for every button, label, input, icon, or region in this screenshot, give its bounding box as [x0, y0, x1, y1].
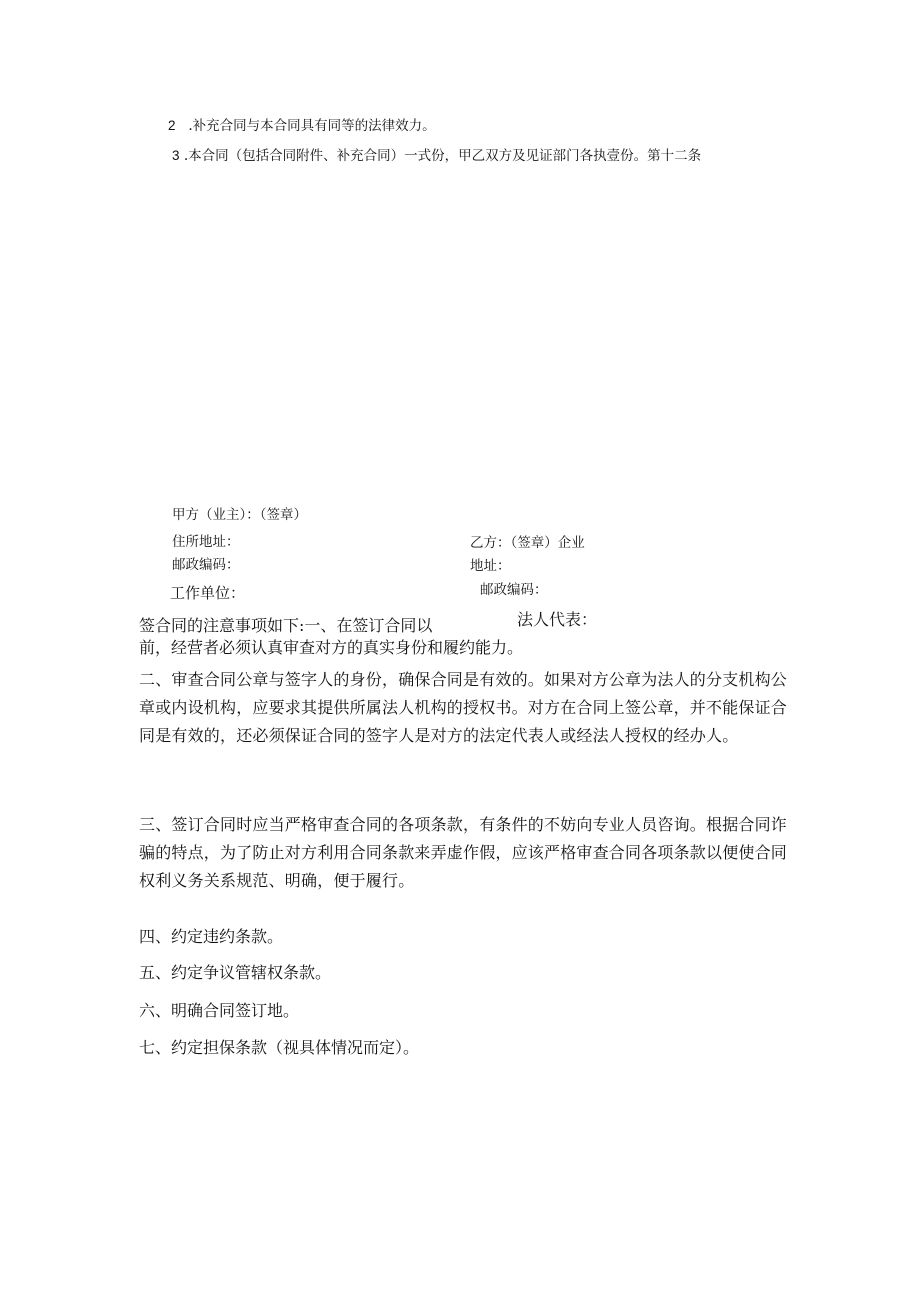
notes-intro-line2: 前，经营者必须认真审查对方的真实身份和履约能力。	[139, 638, 524, 657]
note-paragraph-4: 四、约定违约条款。	[139, 927, 284, 946]
clause-2-number: 2	[168, 118, 176, 133]
clause-3-number: 3	[172, 148, 180, 163]
party-b-label: 乙方：（签章）企业	[470, 535, 585, 551]
party-a-label: 甲方（业主）：（签章）	[172, 507, 307, 523]
postal-code-b-label: 邮政编码：	[480, 582, 548, 598]
note-paragraph-7: 七、约定担保条款（视具体情况而定）。	[139, 1038, 420, 1057]
clause-3	[172, 144, 701, 164]
note-paragraph-3: 三、签订合同时应当严格审查合同的各项条款，有条件的不妨向专业人员咨询。根据合同诈骗的特点，为了防止对方利用合同条款来弄虚作假，应该严格审查合同各项条款以便使合同权利义务关系规范、明确，便于履行。	[139, 815, 788, 890]
notes-intro-line1: 签合同的注意事项如下:一、在签订合同以	[139, 616, 433, 635]
residence-address-label: 住所地址：	[172, 534, 240, 550]
postal-code-a-label: 邮政编码：	[172, 557, 240, 573]
note-paragraph-6: 六、明确合同签订地。	[139, 1001, 300, 1020]
note-paragraph-5: 五、约定争议管辖权条款。	[139, 963, 332, 982]
work-unit-label: 工作单位：	[170, 584, 246, 602]
legal-rep-label: 法人代表：	[517, 610, 598, 629]
address-b-label: 地址：	[470, 558, 511, 574]
note-paragraph-2: 二、审查合同公章与签字人的身份，确保合同是有效的。如果对方公章为法人的分支机构公章或内设机构，应要求其提供所属法人机构的授权书。对方在合同上签公章，并不能保证合同是有效的，还必须保证合同的签字人是对方的法定代表人或经法人授权的经办人。	[139, 670, 788, 745]
clause-2	[168, 114, 436, 134]
clause-2-text: .补充合同与本合同具有同等的法律效力。	[188, 118, 436, 134]
clause-3-text: .本合同（包括合同附件、补充合同）一式份，甲乙双方及见证部门各执壹份。第十二条	[183, 148, 702, 164]
